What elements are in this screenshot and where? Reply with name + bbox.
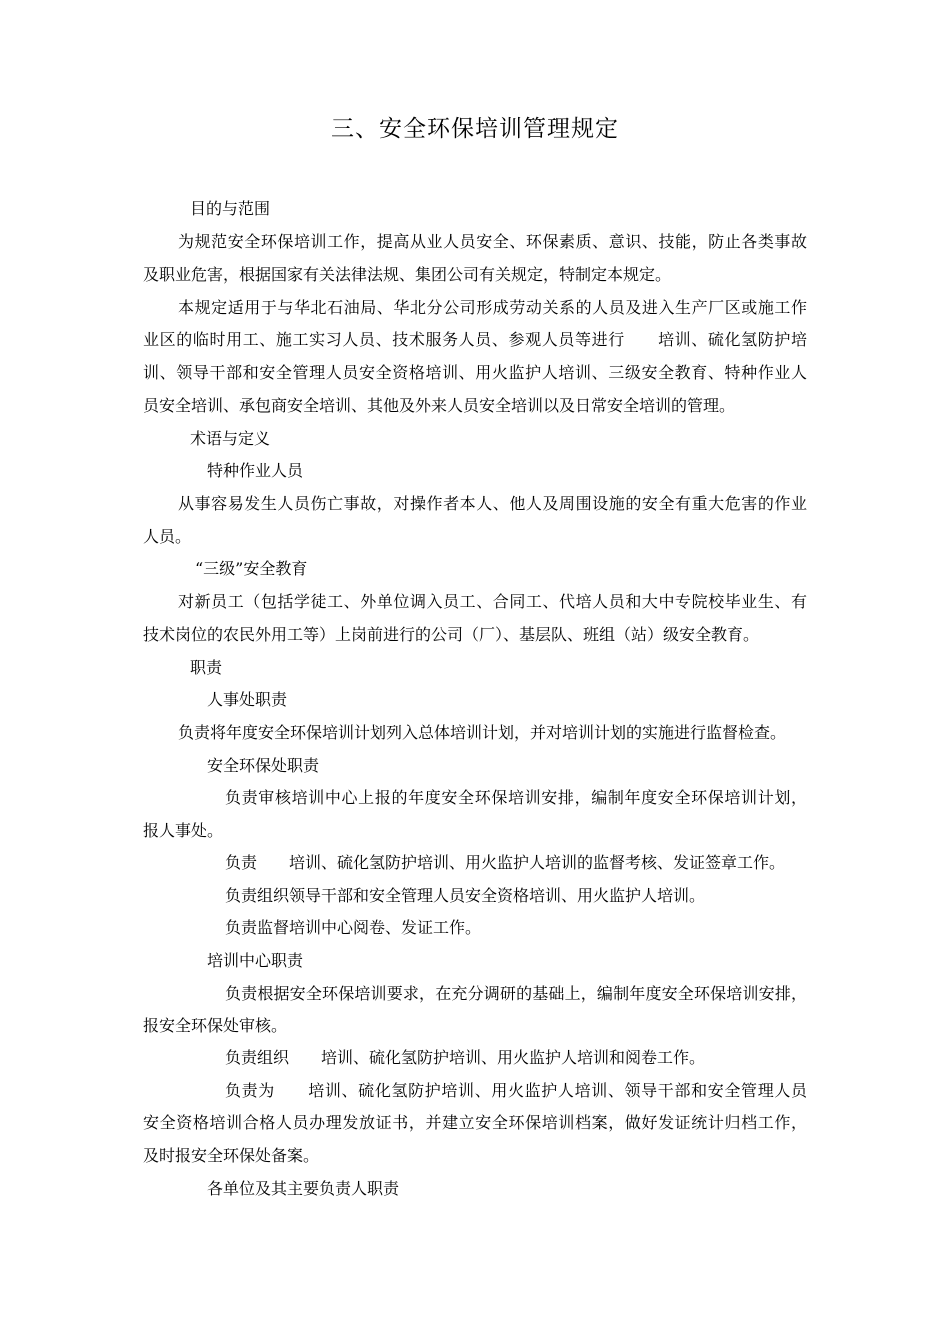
section-heading-terms: 术语与定义 bbox=[190, 429, 271, 448]
paragraph-line: 负责为 培训、硫化氢防护培训、用火监护人培训、领导干部和安全管理人员 bbox=[225, 1081, 807, 1100]
paragraph-line: 安全资格培训合格人员办理发放证书，并建立安全环保培训档案，做好发证统计归档工作， bbox=[143, 1113, 807, 1132]
paragraph-line: 为规范安全环保培训工作，提高从业人员安全、环保素质、意识、技能，防止各类事故 bbox=[178, 232, 807, 251]
paragraph-line: 人员。 bbox=[143, 527, 192, 546]
subheading-unit-duties: 各单位及其主要负责人职责 bbox=[207, 1179, 400, 1198]
paragraph-line: 报安全环保处审核。 bbox=[143, 1016, 288, 1035]
paragraph-line: 对新员工（包括学徒工、外单位调入员工、合同工、代培人员和大中专院校毕业生、有 bbox=[178, 592, 807, 611]
paragraph-line: 负责将年度安全环保培训计划列入总体培训计划，并对培训计划的实施进行监督检查。 bbox=[178, 723, 787, 742]
paragraph-line: 及职业危害，根据国家有关法律法规、集团公司有关规定，特制定本规定。 bbox=[143, 265, 672, 284]
subheading-training-center-duties: 培训中心职责 bbox=[207, 951, 304, 970]
paragraph-line: 训、领导干部和安全管理人员安全资格培训、用火监护人培训、三级安全教育、特种作业人 bbox=[143, 363, 807, 382]
subheading-safety-env-duties: 安全环保处职责 bbox=[207, 756, 320, 775]
section-heading-duties: 职责 bbox=[190, 658, 223, 677]
document-title: 三、安全环保培训管理规定 bbox=[331, 116, 619, 142]
paragraph-line: 负责审核培训中心上报的年度安全环保培训安排，编制年度安全环保培训计划， bbox=[225, 788, 807, 807]
paragraph-line: 及时报安全环保处备案。 bbox=[143, 1146, 320, 1165]
subheading-hr-duties: 人事处职责 bbox=[207, 690, 288, 709]
paragraph-line: 本规定适用于与华北石油局、华北分公司形成劳动关系的人员及进入生产厂区或施工作 bbox=[178, 298, 807, 317]
paragraph-line: 员安全培训、承包商安全培训、其他及外来人员安全培训以及日常安全培训的管理。 bbox=[143, 396, 736, 415]
subheading-special-operators: 特种作业人员 bbox=[207, 461, 304, 480]
paragraph-line: 负责组织领导干部和安全管理人员安全资格培训、用火监护人培训。 bbox=[225, 886, 706, 905]
paragraph-line: 负责组织 培训、硫化氢防护培训、用火监护人培训和阅卷工作。 bbox=[225, 1048, 706, 1067]
paragraph-line: 负责根据安全环保培训要求，在充分调研的基础上，编制年度安全环保培训安排， bbox=[225, 984, 807, 1003]
paragraph-line: 负责 培训、硫化氢防护培训、用火监护人培训的监督考核、发证签章工作。 bbox=[225, 853, 786, 872]
paragraph-line: 业区的临时用工、施工实习人员、技术服务人员、参观人员等进行 培训、硫化氢防护培 bbox=[143, 330, 807, 349]
subheading-three-level-education: “三级”安全教育 bbox=[195, 559, 308, 578]
paragraph-line: 负责监督培训中心阅卷、发证工作。 bbox=[225, 918, 482, 937]
paragraph-line: 技术岗位的农民外用工等）上岗前进行的公司（厂）、基层队、班组（站）级安全教育。 bbox=[143, 625, 760, 644]
paragraph-line: 报人事处。 bbox=[143, 821, 224, 840]
paragraph-line: 从事容易发生人员伤亡事故，对操作者本人、他人及周围设施的安全有重大危害的作业 bbox=[178, 494, 807, 513]
section-heading-purpose: 目的与范围 bbox=[190, 199, 271, 218]
